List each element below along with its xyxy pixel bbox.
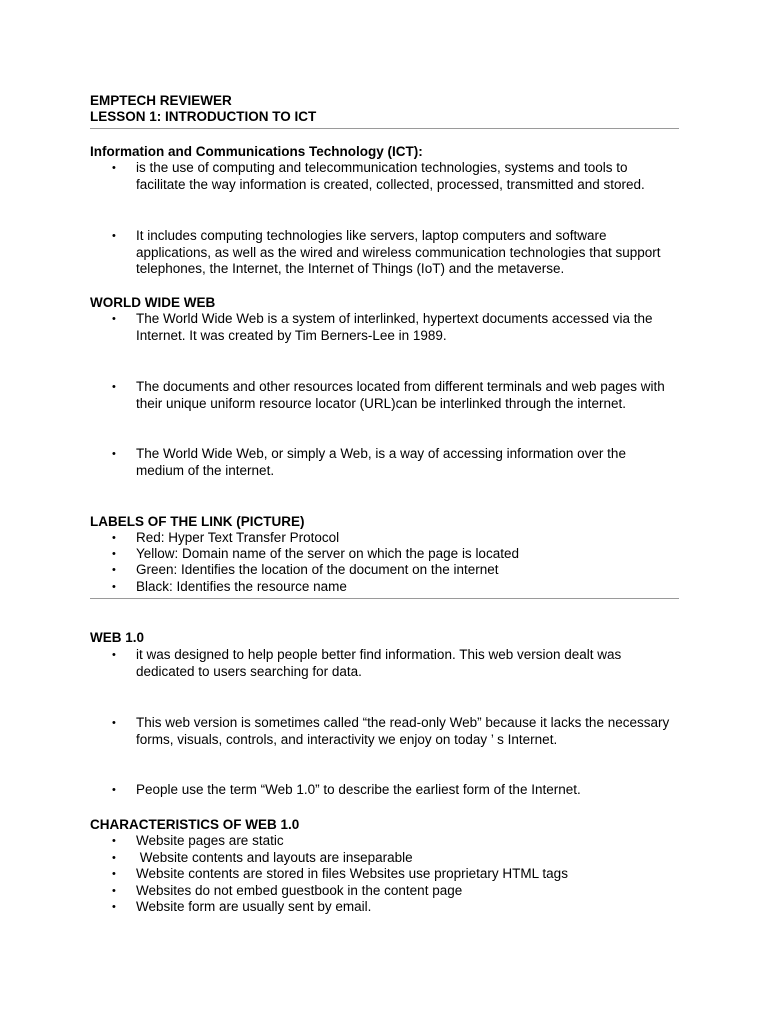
list-item-text: Red: Hyper Text Transfer Protocol [136,530,340,545]
list-item [112,160,672,193]
bullet-icon: • [112,564,116,576]
list-item-text: is the use of computing and telecommunication technologies, systems and tools to facilitate the way information is created, collected, processed, transmitted and stored. [136,160,645,192]
list-item [112,883,672,900]
list-item-text: Black: Identifies the resource name [136,579,347,594]
list-item [112,850,672,867]
characteristics-heading: CHARACTERISTICS OF WEB 1.0 [90,817,300,832]
document-title: EMPTECH REVIEWER [90,93,232,108]
web1-heading: WEB 1.0 [90,630,145,645]
list-item [112,866,672,883]
list-item-text: Websites do not embed guestbook in the content page [136,883,463,898]
list-item [112,899,672,916]
list-item-text: Website contents are stored in files Websites use proprietary HTML tags [136,866,568,881]
list-item-text: The World Wide Web, or simply a Web, is a way of accessing information over the medium of the internet. [136,446,626,478]
top-divider [90,128,679,129]
list-item [112,562,672,579]
list-item-text: This web version is sometimes called “the read-only Web” because it lacks the necessary forms, visuals, controls, and interactivity we enjoy on today ’ s Internet. [136,715,670,747]
list-item [112,311,672,344]
middle-divider [90,598,679,599]
list-item-text: Website form are usually sent by email. [136,899,372,914]
list-item [112,715,672,748]
bullet-icon: • [112,230,116,242]
bullet-icon: • [112,852,116,864]
list-item [112,530,672,547]
bullet-icon: • [112,784,116,796]
list-item-text: The documents and other resources located from different terminals and web pages with their unique uniform resource locator (URL)can be interlinked through the internet. [136,379,665,411]
list-item [112,446,672,479]
list-item-text: Yellow: Domain name of the server on which the page is located [136,546,519,561]
bullet-icon: • [112,868,116,880]
lesson-title: LESSON 1: INTRODUCTION TO ICT [90,109,317,124]
list-item-text: Green: Identifies the location of the document on the internet [136,562,499,577]
list-item-text: People use the term “Web 1.0” to describe the earliest form of the Internet. [136,782,581,797]
bullet-icon: • [112,381,116,393]
list-item-text: Website contents and layouts are inseparable [136,850,413,865]
ict-heading: Information and Communications Technology (ICT): [90,144,423,159]
list-item-text: Website pages are static [136,833,284,848]
list-item [112,546,672,563]
list-item [112,228,672,278]
list-item-text: It includes computing technologies like servers, laptop computers and software applications, as well as the wired and wireless communication technologies that support telephones, the Internet, the Internet of Things (IoT) and the metaverse. [136,228,661,276]
bullet-icon: • [112,448,116,460]
www-heading: WORLD WIDE WEB [90,295,216,310]
bullet-icon: • [112,162,116,174]
bullet-icon: • [112,532,116,544]
bullet-icon: • [112,717,116,729]
list-item-text: The World Wide Web is a system of interlinked, hypertext documents accessed via the Internet. It was created by Tim Berners-Lee in 1989. [136,311,653,343]
bullet-icon: • [112,901,116,913]
list-item [112,579,672,596]
list-item [112,782,672,799]
labels-heading: LABELS OF THE LINK (PICTURE) [90,514,305,529]
bullet-icon: • [112,835,116,847]
bullet-icon: • [112,313,116,325]
bullet-icon: • [112,885,116,897]
list-item [112,647,672,680]
bullet-icon: • [112,581,116,593]
list-item-text: it was designed to help people better find information. This web version dealt was dedicated to users searching for data. [136,647,622,679]
bullet-icon: • [112,649,116,661]
list-item [112,833,672,850]
bullet-icon: • [112,548,116,560]
list-item [112,379,672,412]
